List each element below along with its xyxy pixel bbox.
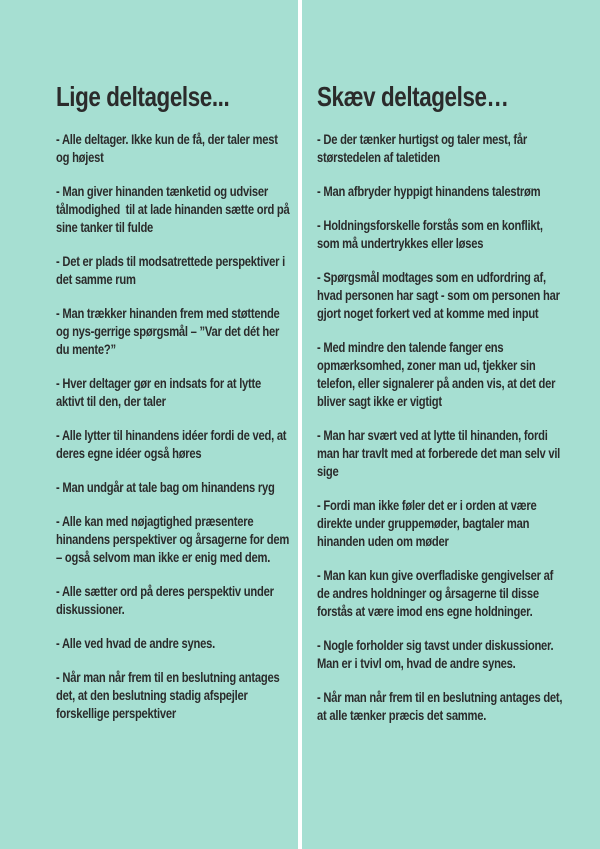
bullet-paragraph: - Hver deltager gør en indsats for at lytte aktivt til den, der taler — [56, 375, 264, 409]
right-column-title: Skæv deltagelse… — [317, 81, 509, 112]
bullet-paragraph: - Man giver hinanden tænketid og udviser tålmodighed til at lade hinanden sætte ord på sine tanker til fulde — [56, 183, 293, 235]
left-column-title: Lige deltagelse... — [56, 81, 230, 112]
bullet-paragraph: - Det er plads til modsatrettede perspektiver i det samme rum — [56, 253, 288, 287]
bullet-paragraph: - Holdningsforskelle forstås som en konflikt, som må undertrykkes eller løses — [317, 217, 546, 251]
right-column — [317, 81, 600, 740]
bullet-paragraph: - Alle sætter ord på deres perspektiv under diskussioner. — [56, 583, 277, 617]
bullet-paragraph: - Alle ved hvad de andre synes. — [56, 635, 215, 651]
bullet-paragraph: - Man trækker hinanden frem med støttende og nys-gerrige spørgsmål – ”Var det dét her du mente?” — [56, 305, 283, 357]
right-column-items — [317, 130, 567, 724]
bullet-paragraph: - Nogle forholder sig tavst under diskussioner. Man er i tvivl om, hvad de andre synes. — [317, 637, 557, 671]
left-column-items — [56, 130, 293, 722]
bullet-paragraph: - Med mindre den talende fanger ens opmærksomhed, zoner man ud, tjekker sin telefon, eller signalerer på anden vis, at det der bliver sagt ikke er vigtigt — [317, 339, 559, 409]
bullet-paragraph: - Alle deltager. Ikke kun de få, der taler mest og højest — [56, 131, 281, 165]
bullet-paragraph: - De der tænker hurtigst og taler mest, får størstedelen af taletiden — [317, 131, 530, 165]
bullet-paragraph: - Alle kan med nøjagtighed præsentere hinandens perspektiver og årsagerne for dem – også selvom man ikke er enig med dem. — [56, 513, 292, 565]
left-column — [56, 81, 348, 738]
left-column-content — [56, 81, 293, 722]
bullet-paragraph: - Fordi man ikke føler det er i orden at være direkte under gruppemøder, bagtaler man hinanden uden om møder — [317, 497, 540, 549]
bullet-paragraph: - Man undgår at tale bag om hinandens ryg — [56, 479, 275, 495]
bullet-paragraph: - Man har svært ved at lytte til hinanden, fordi man har travlt med at forberede det man selv vil sige — [317, 427, 563, 479]
bullet-paragraph: - Alle lytter til hinandens idéer fordi de ved, at deres egne idéer også høres — [56, 427, 290, 461]
bullet-paragraph: - Man kan kun give overfladiske gengivelser af de andres holdninger og årsagerne til disse forstås at være imod ens egne holdninger. — [317, 567, 556, 619]
bullet-paragraph: - Spørgsmål modtages som en udfordring af, hvad personen har sagt - som om personen har gjort noget forkert ved at komme med input — [317, 269, 563, 321]
bullet-paragraph: - Når man når frem til en beslutning antages det, at alle tænker præcis det samme. — [317, 689, 566, 723]
bullet-paragraph: - Man afbryder hyppigt hinandens talestrøm — [317, 183, 541, 199]
right-column-content — [317, 81, 567, 724]
bullet-paragraph: - Når man når frem til en beslutning antages det, at den beslutning stadig afspejler forskellige perspektiver — [56, 669, 283, 721]
